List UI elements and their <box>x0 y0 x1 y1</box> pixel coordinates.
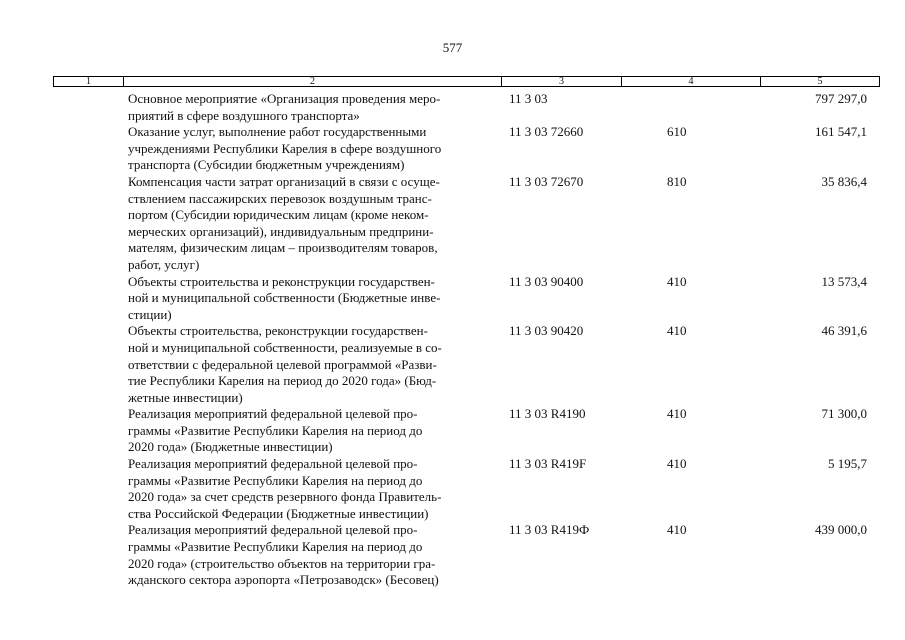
table-row <box>128 124 888 174</box>
row-amount: 35 836,4 <box>821 173 867 189</box>
table-header-row <box>53 76 880 87</box>
table-row <box>128 406 888 456</box>
row-amount: 161 547,1 <box>815 124 867 140</box>
table-row <box>128 274 888 324</box>
row-description <box>128 91 508 124</box>
description-line: ной и муниципальной собственности (Бюджетные инве- <box>128 290 441 306</box>
description-line: тие Республики Карелия на период до 2020 года» (Бюд- <box>128 373 437 389</box>
description-line: транспорта (Субсидии бюджетным учреждениям) <box>128 157 405 173</box>
description-line: граммы «Развитие Республики Карелия на период до <box>128 539 423 555</box>
description-line: Реализация мероприятий федеральной целевой про- <box>128 406 418 422</box>
row-description <box>128 174 508 274</box>
row-code: 11 3 03 90400 <box>509 273 584 289</box>
description-line: ответствии с федеральной целевой программой «Разви- <box>128 356 437 372</box>
row-code: 11 3 03 72660 <box>509 124 584 140</box>
description-line: мателям, физическим лицам – производителям товаров, <box>128 240 438 256</box>
table-body <box>128 91 888 589</box>
description-line: 2020 года» за счет средств резервного фонда Правитель- <box>128 489 442 505</box>
description-line: Оказание услуг, выполнение работ государственными <box>128 124 427 140</box>
description-line: приятий в сфере воздушного транспорта» <box>128 107 360 123</box>
row-expense-type: 410 <box>667 273 687 289</box>
row-amount: 46 391,6 <box>821 323 867 339</box>
description-line: Объекты строительства, реконструкции государствен- <box>128 323 428 339</box>
row-code: 11 3 03 90420 <box>509 323 584 339</box>
row-amount: 13 573,4 <box>821 273 867 289</box>
description-line: жданского сектора аэропорта «Петрозаводск» (Бесовец) <box>128 572 439 588</box>
description-line: Компенсация части затрат организаций в связи с осуще- <box>128 173 440 189</box>
row-description <box>128 124 508 174</box>
row-expense-type: 810 <box>667 173 687 189</box>
row-code: 11 3 03 R419Ф <box>509 522 590 538</box>
description-line: жетные инвестиции) <box>128 389 243 405</box>
table-row <box>128 522 888 588</box>
row-expense-type: 410 <box>667 522 687 538</box>
row-description <box>128 323 508 406</box>
table-row <box>128 456 888 522</box>
row-description <box>128 406 508 456</box>
description-line: учреждениями Республики Карелия в сфере воздушного <box>128 140 442 156</box>
table-row <box>128 91 888 124</box>
table-row <box>128 323 888 406</box>
description-line: 2020 года» (строительство объектов на территории гра- <box>128 555 436 571</box>
row-description <box>128 522 508 588</box>
row-description <box>128 456 508 522</box>
row-code: 11 3 03 R419F <box>509 456 587 472</box>
row-expense-type: 410 <box>667 456 687 472</box>
description-line: Основное мероприятие «Организация проведения меро- <box>128 91 441 106</box>
description-line: стиции) <box>128 306 172 322</box>
description-line: 2020 года» (Бюджетные инвестиции) <box>128 439 333 455</box>
description-line: Объекты строительства и реконструкции государствен- <box>128 273 435 289</box>
table-row <box>128 174 888 274</box>
row-expense-type: 610 <box>667 124 687 140</box>
description-line: Реализация мероприятий федеральной целевой про- <box>128 522 418 538</box>
description-line: ной и муниципальной собственности, реализуемые в со- <box>128 339 442 355</box>
description-line: граммы «Развитие Республики Карелия на период до <box>128 472 423 488</box>
column-number-2: 2 <box>124 77 502 86</box>
description-line: Реализация мероприятий федеральной целевой про- <box>128 456 418 472</box>
row-code: 11 3 03 R4190 <box>509 406 586 422</box>
description-line: портом (Субсидии юридическим лицам (кроме неком- <box>128 207 429 223</box>
row-expense-type <box>639 91 707 124</box>
column-number-5: 5 <box>817 76 823 87</box>
description-line: граммы «Развитие Республики Карелия на период до <box>128 422 423 438</box>
row-amount: 5 195,7 <box>828 456 867 472</box>
description-line: ства Российской Федерации (Бюджетные инвестиции) <box>128 505 429 521</box>
row-expense-type: 410 <box>667 406 687 422</box>
row-amount: 439 000,0 <box>815 522 867 538</box>
row-code: 11 3 03 72670 <box>509 173 584 189</box>
row-amount: 71 300,0 <box>821 406 867 422</box>
column-number-1: 1 <box>54 77 124 86</box>
row-code: 11 3 03 <box>509 91 548 106</box>
description-line: мерческих организаций), индивидуальным предприни- <box>128 223 434 239</box>
row-description <box>128 274 508 324</box>
page-number: 577 <box>442 40 463 55</box>
row-expense-type: 410 <box>667 323 687 339</box>
column-number-3: 3 <box>502 77 622 86</box>
description-line: ствлением пассажирских перевозок воздушным транс- <box>128 190 432 206</box>
description-line: работ, услуг) <box>128 256 200 272</box>
row-amount: 797 297,0 <box>815 91 867 106</box>
column-number-4: 4 <box>622 77 761 86</box>
